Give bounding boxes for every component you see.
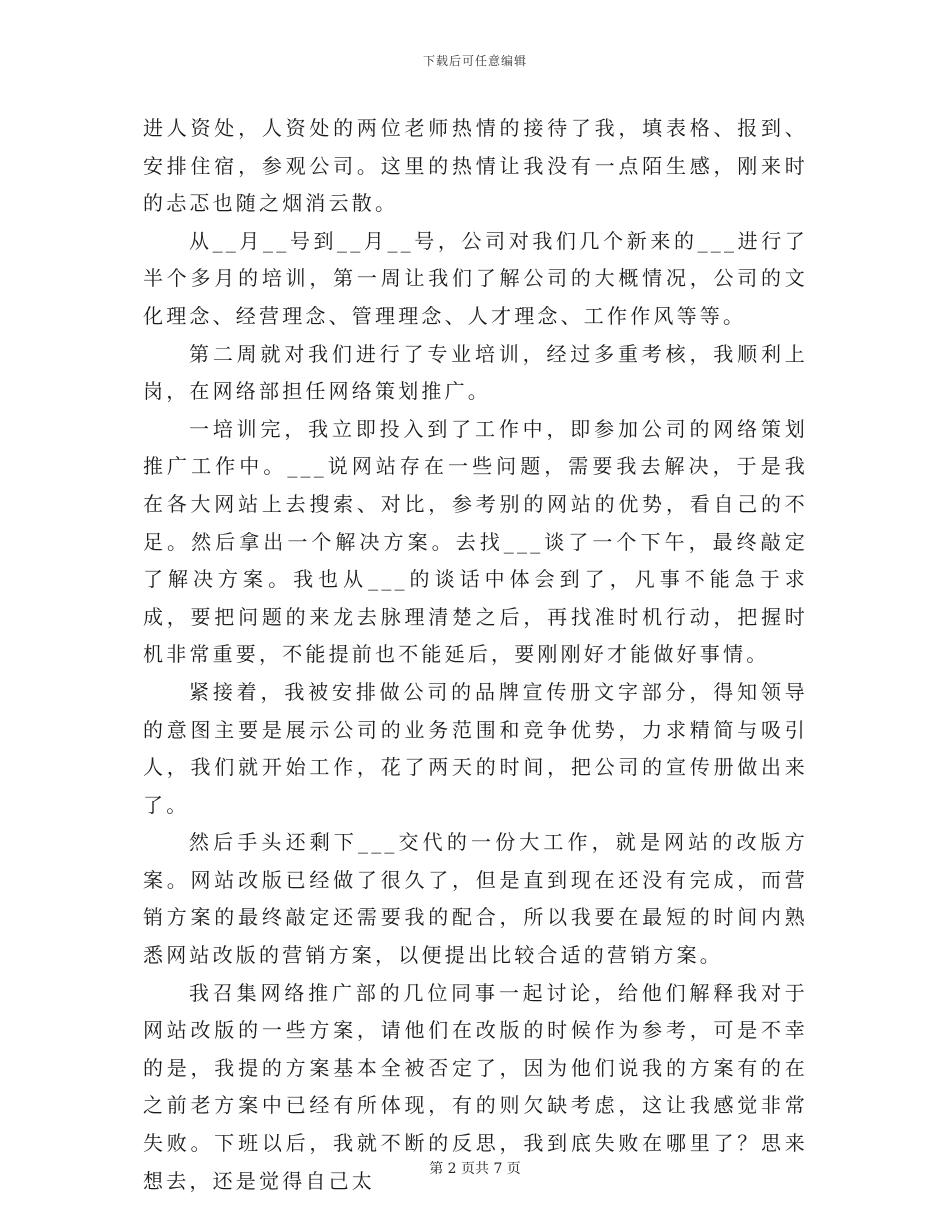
paragraph-4: 一培训完，我立即投入到了工作中，即参加公司的网络策划推广工作中。___说网站存在一些问题，需要我去解决，于是我在各大网站上去搜索、对比，参考别的网站的优势，看自己的不足。然后拿出一个解决方案。去找___谈了一个下午，最终敲定了解决方案。我也从___的谈话中体会到了，凡事不能急于求成，要把问题的来龙去脉理清楚之后，再找准时机行动，把握时机非常重要，不能提前也不能延后，要刚刚好才能做好事情。: [143, 416, 808, 667]
paragraph-5: 紧接着，我被安排做公司的品牌宣传册文字部分，得知领导的意图主要是展示公司的业务范围和竞争优势，力求精简与吸引人，我们就开始工作，花了两天的时间，把公司的宣传册做出来了。: [143, 679, 808, 817]
paragraph-2: 从__月__号到__月__号，公司对我们几个新来的___进行了半个多月的培训，第一周让我们了解公司的大概情况，公司的文化理念、经营理念、管理理念、人才理念、工作作风等等。: [143, 228, 808, 328]
page-header: 下载后可任意编辑: [422, 54, 527, 68]
paragraph-7: 我召集网络推广部的几位同事一起讨论，给他们解释我对于网站改版的一些方案，请他们在改版的时候作为参考，可是不幸的是，我提的方案基本全被否定了，因为他们说我的方案有的在之前老方案中已经有所体现，有的则欠缺考虑，这让我感觉非常失败。下班以后，我就不断的反思，我到底失败在哪里了？思来想去，还是觉得自己太: [143, 980, 808, 1193]
document-body: [143, 110, 808, 1200]
paragraph-3: 第二周就对我们进行了专业培训，经过多重考核，我顺利上岗，在网络部担任网络策划推广。: [143, 341, 808, 404]
paragraph-6: 然后手头还剩下___交代的一份大工作，就是网站的改版方案。网站改版已经做了很久了，但是直到现在还没有完成，而营销方案的最终敲定还需要我的配合，所以我要在最短的时间内熟悉网站改版的营销方案，以便提出比较合适的营销方案。: [143, 830, 808, 968]
paragraph-1: 进人资处，人资处的两位老师热情的接待了我，填表格、报到、安排住宿，参观公司。这里的热情让我没有一点陌生感，刚来时的忐忑也随之烟消云散。: [143, 116, 808, 216]
page-number-footer: 第 2 页共 7 页: [429, 1161, 521, 1177]
